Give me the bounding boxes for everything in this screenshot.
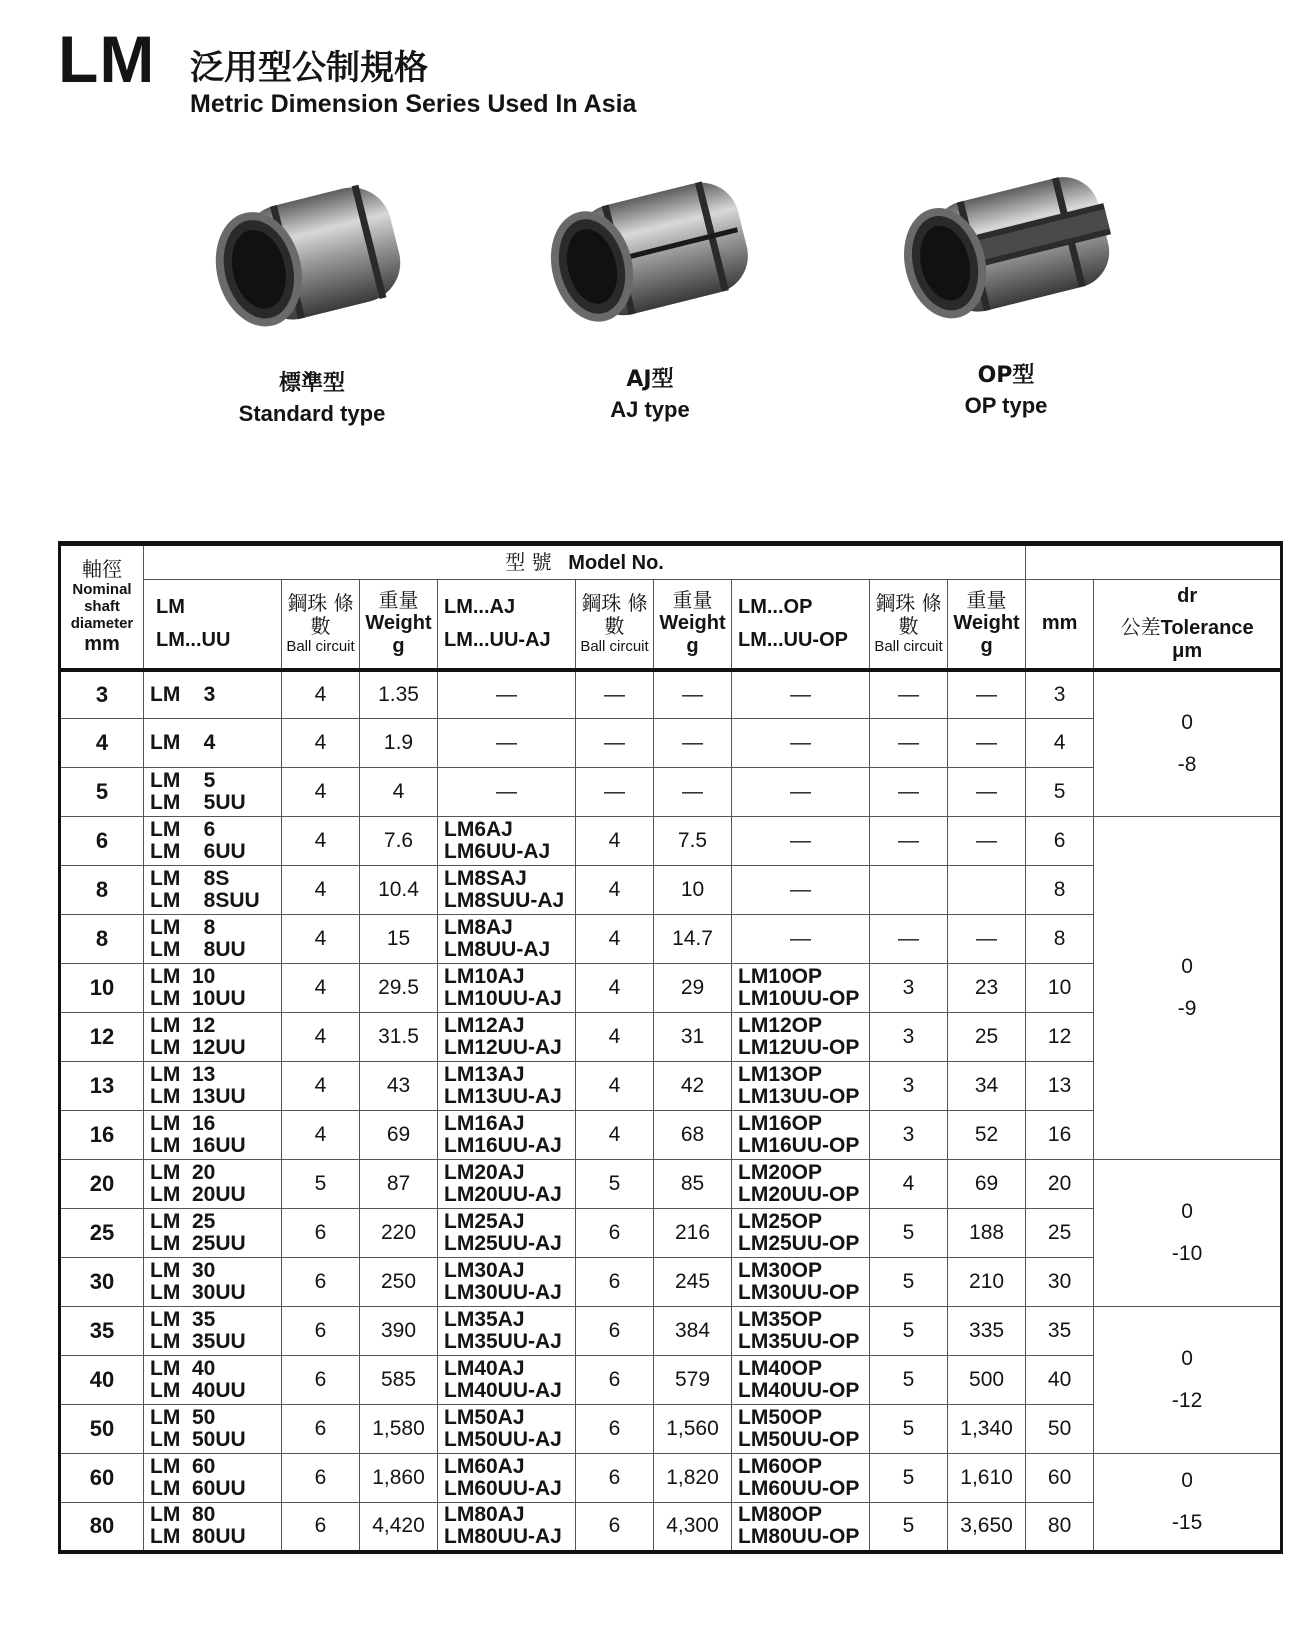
label-op-zh: OP型: [977, 363, 1035, 388]
header-ball-en: Ball circuit: [580, 638, 649, 656]
tolerance-lower: -9: [1177, 997, 1197, 1020]
header-op-1: LM...OP: [738, 595, 813, 618]
shaft-diameter-cell: 20: [60, 1160, 144, 1209]
header-shaft-diameter: [60, 544, 144, 670]
header-weight-unit: g: [392, 635, 405, 658]
lm-weight-cell: 4: [360, 768, 438, 817]
header-op: [732, 580, 870, 670]
lm-model-cell: LM 12 LM 12UU: [144, 1013, 282, 1062]
aj-model-cell: —: [438, 768, 576, 817]
shaft-diameter-cell: 25: [60, 1209, 144, 1258]
aj-ball-circuit-cell: —: [576, 768, 654, 817]
op-weight-cell: 1,610: [948, 1454, 1026, 1503]
lm-model-cell: LM 35 LM 35UU: [144, 1307, 282, 1356]
op-weight-cell: 23: [948, 964, 1026, 1013]
aj-model-cell: LM25AJ LM25UU-AJ: [438, 1209, 576, 1258]
op-model-cell: —: [732, 866, 870, 915]
aj-ball-circuit-cell: 4: [576, 915, 654, 964]
spec-table: [58, 541, 1280, 1554]
aj-model-cell: —: [438, 670, 576, 719]
op-ball-circuit-cell: 3: [870, 1013, 948, 1062]
label-aj-en: AJ type: [610, 397, 690, 422]
header-weight-zh: 重量: [672, 588, 713, 613]
lm-ball-circuit-cell: 6: [282, 1209, 360, 1258]
tolerance-upper: 0: [1181, 1468, 1193, 1492]
dr-mm-cell: 8: [1026, 866, 1094, 915]
dr-mm-cell: 3: [1026, 670, 1094, 719]
dr-mm-cell: 5: [1026, 768, 1094, 817]
aj-model-cell: LM60AJ LM60UU-AJ: [438, 1454, 576, 1503]
lm-model-cell: LM 13 LM 13UU: [144, 1062, 282, 1111]
lm-model-cell: LM 8 LM 8UU: [144, 915, 282, 964]
dr-mm-cell: 80: [1026, 1503, 1094, 1552]
header-shaft-unit: mm: [84, 632, 120, 655]
table-row: [60, 817, 1282, 866]
lm-model-cell: LM 50 LM 50UU: [144, 1405, 282, 1454]
op-model-cell: LM20OP LM20UU-OP: [732, 1160, 870, 1209]
header-lm-weight: [360, 580, 438, 670]
lm-model-cell: LM 20 LM 20UU: [144, 1160, 282, 1209]
aj-weight-cell: 68: [654, 1111, 732, 1160]
lm-ball-circuit-cell: 4: [282, 964, 360, 1013]
tolerance-lower: -12: [1171, 1389, 1203, 1412]
lm-weight-cell: 1.35: [360, 670, 438, 719]
lm-model-cell: LM 5 LM 5UU: [144, 768, 282, 817]
op-ball-circuit-cell: 4: [870, 1160, 948, 1209]
aj-model-cell: LM16AJ LM16UU-AJ: [438, 1111, 576, 1160]
header-ball-en: Ball circuit: [874, 638, 943, 656]
shaft-diameter-cell: 16: [60, 1111, 144, 1160]
product-op: [856, 162, 1156, 419]
tolerance-upper: 0: [1181, 955, 1193, 978]
header-dr-tolerance: [1094, 580, 1282, 670]
aj-ball-circuit-cell: 6: [576, 1454, 654, 1503]
op-weight-cell: —: [948, 768, 1026, 817]
op-model-cell: —: [732, 768, 870, 817]
op-ball-circuit-cell: 3: [870, 1111, 948, 1160]
lm-model-cell: LM 30 LM 30UU: [144, 1258, 282, 1307]
table-row: [60, 1160, 1282, 1209]
op-weight-cell: —: [948, 670, 1026, 719]
op-ball-circuit-cell: [870, 866, 948, 915]
header-weight-en: Weight: [953, 612, 1020, 635]
header-dr: dr: [1177, 584, 1198, 607]
header-weight-en: Weight: [659, 612, 726, 635]
aj-ball-circuit-cell: 6: [576, 1503, 654, 1552]
op-ball-circuit-cell: —: [870, 670, 948, 719]
header-aj-2: LM...UU-AJ: [444, 628, 551, 651]
aj-ball-circuit-cell: 4: [576, 866, 654, 915]
op-model-cell: LM50OP LM50UU-OP: [732, 1405, 870, 1454]
aj-ball-circuit-cell: —: [576, 719, 654, 768]
header-lm-ball: [282, 580, 360, 670]
header-aj: [438, 580, 576, 670]
op-model-cell: LM12OP LM12UU-OP: [732, 1013, 870, 1062]
lm-weight-cell: 220: [360, 1209, 438, 1258]
aj-model-cell: LM20AJ LM20UU-AJ: [438, 1160, 576, 1209]
op-ball-circuit-cell: 3: [870, 964, 948, 1013]
tolerance-upper: 0: [1181, 1200, 1193, 1223]
title-chinese: 泛用型公制規格: [190, 48, 428, 88]
aj-weight-cell: 10: [654, 866, 732, 915]
header-weight-zh: 重量: [966, 588, 1007, 613]
header-lm-1: LM: [156, 595, 185, 618]
dr-mm-cell: 6: [1026, 817, 1094, 866]
header-model-no: [144, 544, 1026, 580]
tolerance-lower: -15: [1171, 1510, 1203, 1534]
lm-ball-circuit-cell: 4: [282, 768, 360, 817]
aj-model-cell: LM40AJ LM40UU-AJ: [438, 1356, 576, 1405]
header-ball-zh: 鋼珠 條數: [581, 591, 648, 639]
lm-weight-cell: 87: [360, 1160, 438, 1209]
label-standard-zh: 標準型: [278, 371, 345, 396]
aj-weight-cell: 245: [654, 1258, 732, 1307]
header-op-ball: [870, 580, 948, 670]
op-model-cell: LM13OP LM13UU-OP: [732, 1062, 870, 1111]
lm-model-cell: LM 10 LM 10UU: [144, 964, 282, 1013]
aj-ball-circuit-cell: 6: [576, 1307, 654, 1356]
header-blank: [1026, 544, 1282, 580]
op-model-cell: LM16OP LM16UU-OP: [732, 1111, 870, 1160]
aj-weight-cell: 1,560: [654, 1405, 732, 1454]
lm-ball-circuit-cell: 6: [282, 1405, 360, 1454]
op-ball-circuit-cell: 5: [870, 1503, 948, 1552]
tolerance-cell: [1094, 1454, 1282, 1552]
header-lm: [144, 580, 282, 670]
op-ball-circuit-cell: 5: [870, 1356, 948, 1405]
aj-ball-circuit-cell: 4: [576, 1062, 654, 1111]
lm-model-cell: LM 4: [144, 719, 282, 768]
op-weight-cell: 3,650: [948, 1503, 1026, 1552]
lm-model-cell: LM 16 LM 16UU: [144, 1111, 282, 1160]
op-weight-cell: 52: [948, 1111, 1026, 1160]
aj-weight-cell: 85: [654, 1160, 732, 1209]
aj-weight-cell: —: [654, 768, 732, 817]
op-model-cell: —: [732, 719, 870, 768]
aj-weight-cell: 42: [654, 1062, 732, 1111]
page-header: [58, 22, 637, 118]
op-model-cell: LM80OP LM80UU-OP: [732, 1503, 870, 1552]
aj-ball-circuit-cell: 6: [576, 1356, 654, 1405]
op-weight-cell: 210: [948, 1258, 1026, 1307]
op-model-cell: —: [732, 915, 870, 964]
op-weight-cell: [948, 866, 1026, 915]
aj-ball-circuit-cell: 4: [576, 817, 654, 866]
header-op-weight: [948, 580, 1026, 670]
shaft-diameter-cell: 12: [60, 1013, 144, 1062]
aj-model-cell: LM50AJ LM50UU-AJ: [438, 1405, 576, 1454]
lm-weight-cell: 31.5: [360, 1013, 438, 1062]
dr-mm-cell: 40: [1026, 1356, 1094, 1405]
product-standard: [162, 170, 462, 427]
op-ball-circuit-cell: —: [870, 915, 948, 964]
lm-weight-cell: 10.4: [360, 866, 438, 915]
header-weight-zh: 重量: [378, 588, 419, 613]
aj-weight-cell: 4,300: [654, 1503, 732, 1552]
op-ball-circuit-cell: 5: [870, 1405, 948, 1454]
header-op-2: LM...UU-OP: [738, 628, 848, 651]
shaft-diameter-cell: 10: [60, 964, 144, 1013]
op-model-cell: LM35OP LM35UU-OP: [732, 1307, 870, 1356]
dr-mm-cell: 30: [1026, 1258, 1094, 1307]
op-ball-circuit-cell: 3: [870, 1062, 948, 1111]
op-model-cell: LM30OP LM30UU-OP: [732, 1258, 870, 1307]
label-aj-zh: AJ型: [626, 367, 674, 392]
lm-ball-circuit-cell: 4: [282, 1062, 360, 1111]
dr-mm-cell: 12: [1026, 1013, 1094, 1062]
lm-ball-circuit-cell: 4: [282, 915, 360, 964]
lm-weight-cell: 250: [360, 1258, 438, 1307]
op-weight-cell: —: [948, 915, 1026, 964]
lm-ball-circuit-cell: 6: [282, 1258, 360, 1307]
dr-mm-cell: 25: [1026, 1209, 1094, 1258]
op-ball-circuit-cell: —: [870, 768, 948, 817]
header-aj-1: LM...AJ: [444, 595, 516, 618]
aj-model-cell: LM8SAJ LM8SUU-AJ: [438, 866, 576, 915]
aj-ball-circuit-cell: 5: [576, 1160, 654, 1209]
shaft-diameter-cell: 40: [60, 1356, 144, 1405]
lm-weight-cell: 4,420: [360, 1503, 438, 1552]
op-weight-cell: 69: [948, 1160, 1026, 1209]
op-ball-circuit-cell: 5: [870, 1454, 948, 1503]
lm-model-cell: LM 60 LM 60UU: [144, 1454, 282, 1503]
tolerance-upper: 0: [1181, 1347, 1193, 1370]
lm-weight-cell: 43: [360, 1062, 438, 1111]
aj-weight-cell: 7.5: [654, 817, 732, 866]
op-ball-circuit-cell: 5: [870, 1209, 948, 1258]
lm-weight-cell: 390: [360, 1307, 438, 1356]
lm-ball-circuit-cell: 5: [282, 1160, 360, 1209]
header-model-en: Model No.: [568, 551, 664, 574]
lm-model-cell: LM 80 LM 80UU: [144, 1503, 282, 1552]
shaft-diameter-cell: 8: [60, 915, 144, 964]
header-dr-mm: [1026, 580, 1094, 670]
lm-weight-cell: 29.5: [360, 964, 438, 1013]
lm-ball-circuit-cell: 4: [282, 817, 360, 866]
standard-bushing-image: [197, 170, 427, 340]
aj-weight-cell: 14.7: [654, 915, 732, 964]
aj-weight-cell: —: [654, 670, 732, 719]
shaft-diameter-cell: 4: [60, 719, 144, 768]
header-weight-unit: g: [686, 635, 699, 658]
op-ball-circuit-cell: 5: [870, 1258, 948, 1307]
header-shaft-zh: 軸徑: [82, 556, 122, 581]
tolerance-cell: [1094, 1160, 1282, 1307]
shaft-diameter-cell: 30: [60, 1258, 144, 1307]
label-op-en: OP type: [964, 393, 1048, 418]
lm-ball-circuit-cell: 6: [282, 1503, 360, 1552]
shaft-diameter-cell: 35: [60, 1307, 144, 1356]
lm-model-cell: LM 8S LM 8SUU: [144, 866, 282, 915]
op-model-cell: —: [732, 817, 870, 866]
aj-ball-circuit-cell: 4: [576, 1013, 654, 1062]
lm-model-cell: LM 6 LM 6UU: [144, 817, 282, 866]
product-aj: [500, 166, 800, 423]
op-weight-cell: 335: [948, 1307, 1026, 1356]
op-bushing-image: [881, 162, 1131, 332]
dr-mm-cell: 20: [1026, 1160, 1094, 1209]
header-dr-mm-label: mm: [1041, 612, 1078, 635]
aj-bushing-image: [530, 166, 770, 336]
op-weight-cell: 34: [948, 1062, 1026, 1111]
op-model-cell: —: [732, 670, 870, 719]
table-row: [60, 1307, 1282, 1356]
shaft-diameter-cell: 80: [60, 1503, 144, 1552]
aj-ball-circuit-cell: 4: [576, 1111, 654, 1160]
aj-model-cell: LM80AJ LM80UU-AJ: [438, 1503, 576, 1552]
tolerance-cell: [1094, 670, 1282, 817]
op-model-cell: LM25OP LM25UU-OP: [732, 1209, 870, 1258]
title-english: Metric Dimension Series Used In Asia: [190, 90, 637, 118]
aj-weight-cell: 1,820: [654, 1454, 732, 1503]
lm-weight-cell: 1,580: [360, 1405, 438, 1454]
shaft-diameter-cell: 3: [60, 670, 144, 719]
shaft-diameter-cell: 5: [60, 768, 144, 817]
aj-weight-cell: 31: [654, 1013, 732, 1062]
header-ball-zh: 鋼珠 條數: [875, 591, 942, 639]
lm-weight-cell: 1,860: [360, 1454, 438, 1503]
header-ball-zh: 鋼珠 條數: [287, 591, 354, 639]
aj-weight-cell: 579: [654, 1356, 732, 1405]
dr-mm-cell: 10: [1026, 964, 1094, 1013]
header-weight-en: Weight: [365, 612, 432, 635]
op-model-cell: LM40OP LM40UU-OP: [732, 1356, 870, 1405]
aj-model-cell: —: [438, 719, 576, 768]
op-weight-cell: —: [948, 817, 1026, 866]
aj-weight-cell: 216: [654, 1209, 732, 1258]
aj-model-cell: LM12AJ LM12UU-AJ: [438, 1013, 576, 1062]
brand-title: LM: [58, 22, 156, 96]
dr-mm-cell: 4: [1026, 719, 1094, 768]
shaft-diameter-cell: 6: [60, 817, 144, 866]
label-standard-en: Standard type: [238, 401, 386, 426]
op-ball-circuit-cell: —: [870, 817, 948, 866]
spec-table-body: [60, 670, 1282, 1552]
op-ball-circuit-cell: —: [870, 719, 948, 768]
aj-weight-cell: —: [654, 719, 732, 768]
aj-ball-circuit-cell: 4: [576, 964, 654, 1013]
op-model-cell: LM10OP LM10UU-OP: [732, 964, 870, 1013]
aj-weight-cell: 29: [654, 964, 732, 1013]
tolerance-lower: -8: [1177, 752, 1197, 776]
op-weight-cell: 500: [948, 1356, 1026, 1405]
tolerance-lower: -10: [1171, 1242, 1203, 1265]
op-weight-cell: 188: [948, 1209, 1026, 1258]
dr-mm-cell: 16: [1026, 1111, 1094, 1160]
shaft-diameter-cell: 60: [60, 1454, 144, 1503]
lm-ball-circuit-cell: 4: [282, 1111, 360, 1160]
header-tol-en: Tolerance: [1160, 616, 1254, 639]
lm-weight-cell: 7.6: [360, 817, 438, 866]
op-weight-cell: 1,340: [948, 1405, 1026, 1454]
lm-ball-circuit-cell: 6: [282, 1307, 360, 1356]
op-weight-cell: —: [948, 719, 1026, 768]
dr-mm-cell: 8: [1026, 915, 1094, 964]
lm-ball-circuit-cell: 4: [282, 866, 360, 915]
lm-weight-cell: 585: [360, 1356, 438, 1405]
tolerance-cell: [1094, 1307, 1282, 1454]
table-row: [60, 670, 1282, 719]
aj-weight-cell: 384: [654, 1307, 732, 1356]
header-lm-2: LM...UU: [156, 628, 231, 651]
dr-mm-cell: 13: [1026, 1062, 1094, 1111]
lm-model-cell: LM 40 LM 40UU: [144, 1356, 282, 1405]
op-ball-circuit-cell: 5: [870, 1307, 948, 1356]
lm-ball-circuit-cell: 4: [282, 719, 360, 768]
lm-model-cell: LM 25 LM 25UU: [144, 1209, 282, 1258]
tolerance-upper: 0: [1181, 710, 1193, 734]
header-weight-unit: g: [980, 635, 993, 658]
aj-ball-circuit-cell: 6: [576, 1405, 654, 1454]
aj-ball-circuit-cell: —: [576, 670, 654, 719]
aj-model-cell: LM30AJ LM30UU-AJ: [438, 1258, 576, 1307]
lm-weight-cell: 69: [360, 1111, 438, 1160]
lm-model-cell: LM 3: [144, 670, 282, 719]
lm-ball-circuit-cell: 6: [282, 1454, 360, 1503]
aj-ball-circuit-cell: 6: [576, 1258, 654, 1307]
dr-mm-cell: 35: [1026, 1307, 1094, 1356]
table-row: [60, 1454, 1282, 1503]
lm-weight-cell: 15: [360, 915, 438, 964]
shaft-diameter-cell: 8: [60, 866, 144, 915]
lm-weight-cell: 1.9: [360, 719, 438, 768]
header-shaft-en: Nominal shaft diameter: [70, 580, 134, 633]
shaft-diameter-cell: 13: [60, 1062, 144, 1111]
dr-mm-cell: 50: [1026, 1405, 1094, 1454]
header-model-zh: 型 號: [505, 549, 552, 574]
aj-model-cell: LM35AJ LM35UU-AJ: [438, 1307, 576, 1356]
lm-ball-circuit-cell: 4: [282, 1013, 360, 1062]
header-aj-ball: [576, 580, 654, 670]
header-ball-en: Ball circuit: [286, 638, 355, 656]
aj-model-cell: LM13AJ LM13UU-AJ: [438, 1062, 576, 1111]
lm-ball-circuit-cell: 6: [282, 1356, 360, 1405]
aj-ball-circuit-cell: 6: [576, 1209, 654, 1258]
tolerance-cell: [1094, 817, 1282, 1160]
lm-ball-circuit-cell: 4: [282, 670, 360, 719]
header-tol-unit: μm: [1172, 639, 1203, 662]
shaft-diameter-cell: 50: [60, 1405, 144, 1454]
aj-model-cell: LM8AJ LM8UU-AJ: [438, 915, 576, 964]
header-aj-weight: [654, 580, 732, 670]
aj-model-cell: LM6AJ LM6UU-AJ: [438, 817, 576, 866]
op-model-cell: LM60OP LM60UU-OP: [732, 1454, 870, 1503]
dr-mm-cell: 60: [1026, 1454, 1094, 1503]
aj-model-cell: LM10AJ LM10UU-AJ: [438, 964, 576, 1013]
header-tol-zh: 公差: [1120, 614, 1161, 639]
op-weight-cell: 25: [948, 1013, 1026, 1062]
